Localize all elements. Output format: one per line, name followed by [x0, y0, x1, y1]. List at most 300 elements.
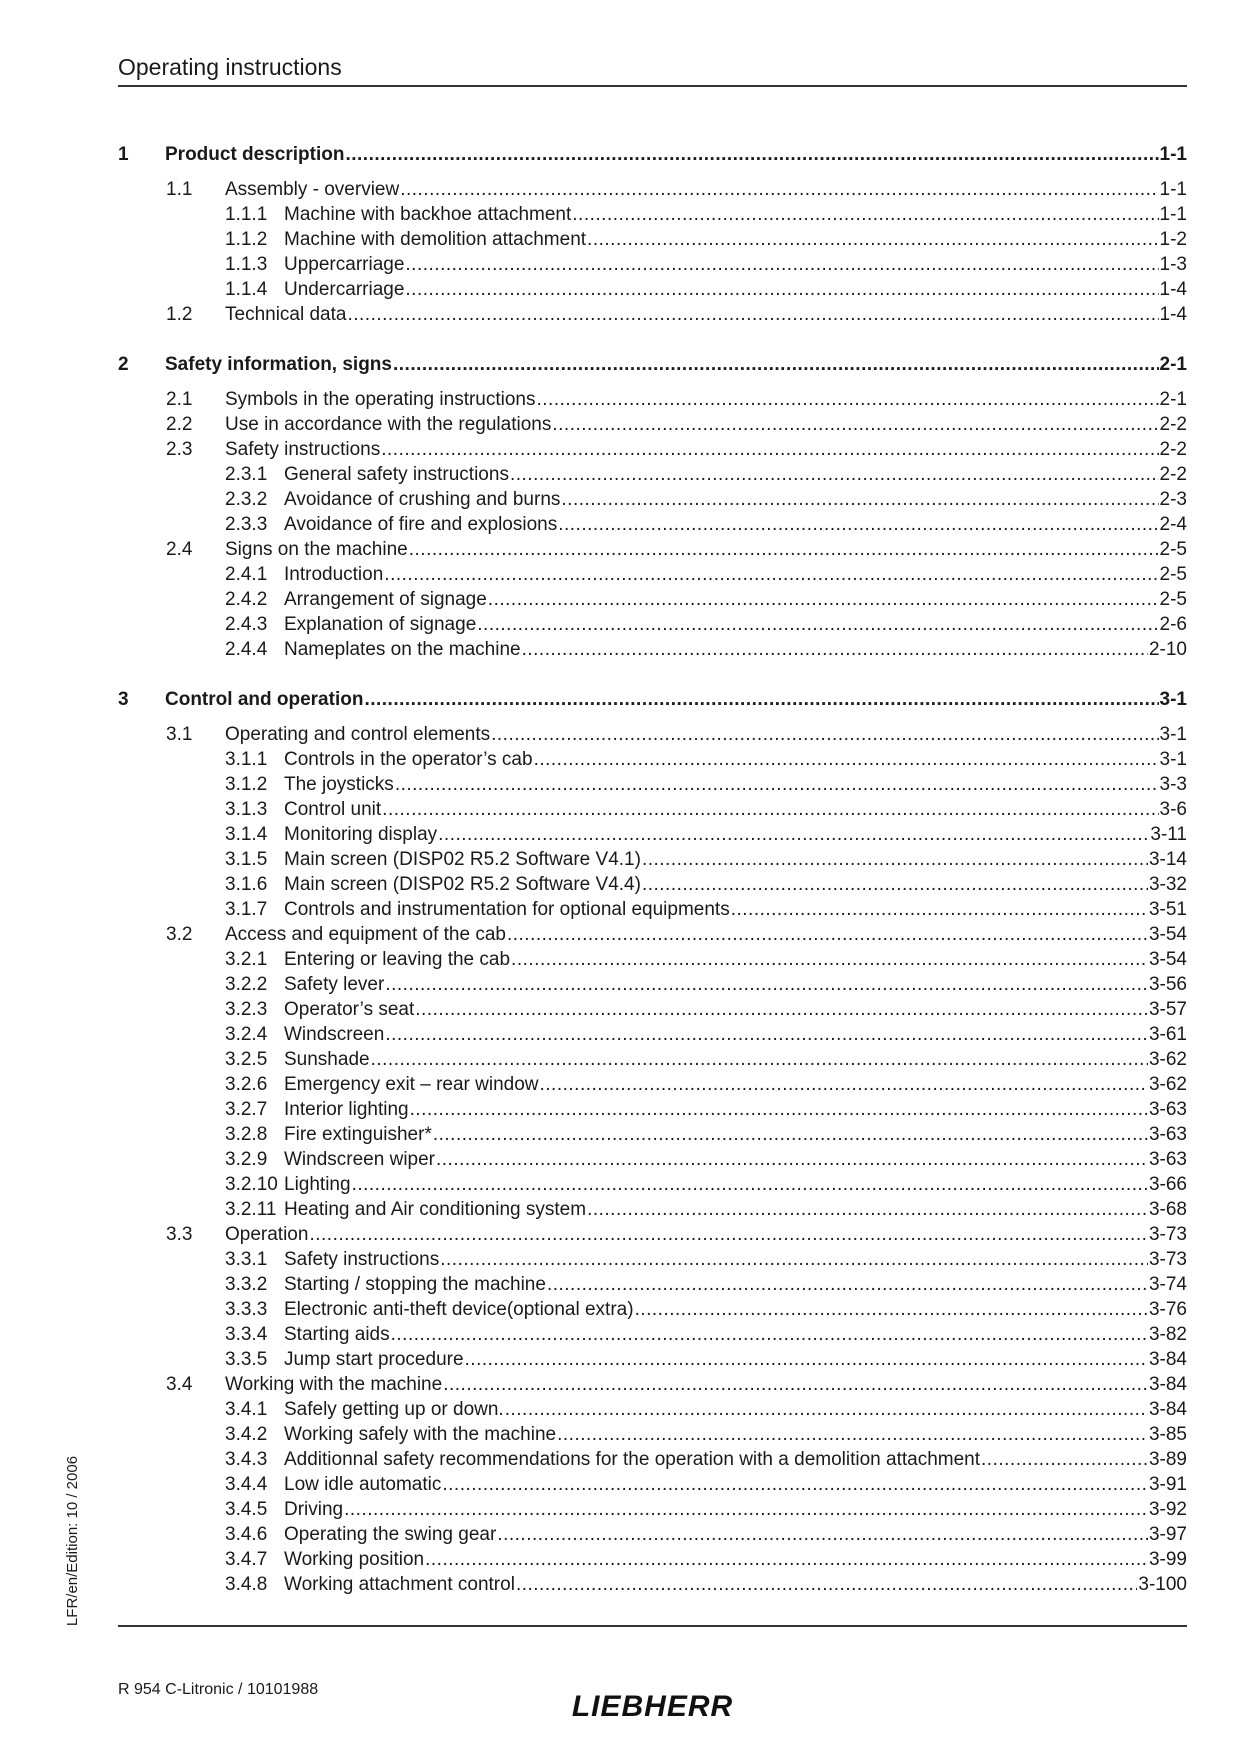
- toc-entry-line: [284, 1422, 1187, 1447]
- dot-leader: [440, 1247, 1148, 1272]
- toc-entry-page: 3-84: [1148, 1399, 1187, 1420]
- toc-entry-title: Safety lever: [284, 974, 385, 995]
- toc-entry-page: 3-82: [1148, 1324, 1187, 1345]
- toc-entry-page: 3-11: [1150, 824, 1187, 845]
- toc-entry-line: [284, 487, 1187, 512]
- toc-entry-title: Low idle automatic: [284, 1474, 442, 1495]
- edition-note: LFR/en/Edition: 10 / 2006: [64, 1455, 81, 1627]
- dot-leader: [981, 1447, 1148, 1472]
- toc-entry-title: Sunshade: [284, 1049, 370, 1070]
- toc-entry-line: [284, 897, 1187, 922]
- toc-entry-line: [284, 1572, 1187, 1597]
- dot-leader: [534, 747, 1159, 772]
- toc-entry-page: 2-5: [1159, 539, 1187, 560]
- toc-entry-level-3[interactable]: [118, 747, 1187, 772]
- toc-entry-level-3[interactable]: [118, 972, 1187, 997]
- dot-leader: [587, 227, 1158, 252]
- toc-entry-line: [165, 687, 1187, 712]
- document-reference: R 954 C-Litronic / 10101988: [118, 1681, 319, 1698]
- toc-entry-page: 2-5: [1159, 564, 1187, 585]
- dot-leader: [344, 1497, 1148, 1522]
- dot-leader: [540, 1072, 1148, 1097]
- toc-entry-number: 3.4.3: [225, 1449, 268, 1470]
- toc-entry-line: [284, 202, 1187, 227]
- toc-entry-title: Avoidance of fire and explosions: [284, 514, 558, 535]
- dot-leader: [505, 1397, 1148, 1422]
- toc-entry-number: 3.2.1: [225, 949, 268, 970]
- toc-entry-title: Nameplates on the machine: [284, 639, 521, 660]
- toc-entry-line: [284, 1147, 1187, 1172]
- toc-entry-title: Operation: [225, 1224, 309, 1245]
- toc-entry-title: The joysticks: [284, 774, 394, 795]
- toc-entry-title: Electronic anti-theft device(optional extra): [284, 1299, 634, 1320]
- toc-entry-number: 3.4.6: [225, 1524, 268, 1545]
- toc-entry-level-3[interactable]: [118, 1172, 1187, 1197]
- toc-entry-line: [284, 1197, 1187, 1222]
- toc-entry-number: 2.4.2: [225, 589, 268, 610]
- toc-entry-number: 1.2: [166, 304, 193, 325]
- toc-entry-level-3[interactable]: [118, 1472, 1187, 1497]
- toc-entry-page: 3-51: [1148, 899, 1187, 920]
- toc-entry-line: [225, 387, 1187, 412]
- toc-entry-page: 3-63: [1148, 1149, 1187, 1170]
- toc-entry-line: [165, 142, 1187, 167]
- toc-entry-number: 1: [118, 144, 129, 165]
- toc-entry-level-2[interactable]: [118, 387, 1187, 412]
- toc-entry-level-3[interactable]: [118, 1447, 1187, 1472]
- toc-entry-title: Control unit: [284, 799, 382, 820]
- toc-entry-page: 3-32: [1148, 874, 1187, 895]
- toc-entry-number: 3.4: [166, 1374, 193, 1395]
- toc-entry-page: 1-4: [1159, 304, 1187, 325]
- toc-entry-level-3[interactable]: [118, 1297, 1187, 1322]
- toc-entry-level-2[interactable]: [118, 412, 1187, 437]
- toc-entry-title: Access and equipment of the cab: [225, 924, 506, 945]
- toc-entry-level-3[interactable]: [118, 872, 1187, 897]
- toc-entry-line: [284, 772, 1187, 797]
- toc-entry-title: Safety information, signs: [165, 354, 392, 375]
- toc-entry-page: 3-97: [1148, 1524, 1187, 1545]
- toc-entry-level-3[interactable]: [118, 277, 1187, 302]
- toc-entry-line: [284, 1497, 1187, 1522]
- toc-entry-title: Controls in the operator’s cab: [284, 749, 533, 770]
- toc-entry-page: 3-84: [1148, 1374, 1187, 1395]
- toc-entry-level-3[interactable]: [118, 462, 1187, 487]
- dot-leader: [477, 612, 1158, 637]
- toc-entry-level-3[interactable]: [118, 1422, 1187, 1447]
- toc-entry-title: Explanation of signage: [284, 614, 477, 635]
- toc-entry-number: 2.3.3: [225, 514, 268, 535]
- toc-entry-title: General safety instructions: [284, 464, 509, 485]
- toc-entry-page: 3-100: [1138, 1574, 1187, 1595]
- toc-entry-title: Product description: [165, 144, 345, 165]
- dot-leader: [510, 462, 1159, 487]
- toc-entry-number: 3.4.2: [225, 1424, 268, 1445]
- toc-entry-level-3[interactable]: [118, 1322, 1187, 1347]
- dot-leader: [415, 997, 1148, 1022]
- toc-entry-level-3[interactable]: [118, 1547, 1187, 1572]
- toc-entry-line: [284, 252, 1187, 277]
- toc-entry-title: Jump start procedure: [284, 1349, 464, 1370]
- dot-leader: [547, 1272, 1148, 1297]
- dot-leader: [572, 202, 1158, 227]
- dot-leader: [364, 687, 1158, 712]
- toc-entry-number: 3.3: [166, 1224, 193, 1245]
- dot-leader: [384, 562, 1158, 587]
- toc-entry-number: 3.2.8: [225, 1124, 268, 1145]
- toc-entry-number: 2.4.4: [225, 639, 268, 660]
- toc-entry-number: 3.1.6: [225, 874, 268, 895]
- toc-entry-number: 2: [118, 354, 129, 375]
- toc-entry-page: 2-6: [1159, 614, 1187, 635]
- toc-entry-number: 3.2.4: [225, 1024, 268, 1045]
- toc-entry-level-3[interactable]: [118, 1522, 1187, 1547]
- toc-entry-level-3[interactable]: [118, 1097, 1187, 1122]
- dot-leader: [345, 142, 1158, 167]
- toc-entry-page: 3-57: [1148, 999, 1187, 1020]
- toc-entry-level-3[interactable]: [118, 612, 1187, 637]
- toc-entry-number: 3.4.8: [225, 1574, 268, 1595]
- toc-entry-line: [284, 1247, 1187, 1272]
- toc-entry-number: 1.1.4: [225, 279, 268, 300]
- toc-entry-number: 1.1.2: [225, 229, 268, 250]
- toc-entry-level-3[interactable]: [118, 897, 1187, 922]
- toc-entry-title: Main screen (DISP02 R5.2 Software V4.4): [284, 874, 641, 895]
- toc-entry-level-3[interactable]: [118, 1022, 1187, 1047]
- toc-entry-title: Monitoring display: [284, 824, 438, 845]
- toc-entry-level-3[interactable]: [118, 822, 1187, 847]
- toc-entry-level-3[interactable]: [118, 947, 1187, 972]
- toc-entry-level-2[interactable]: [118, 437, 1187, 462]
- toc-entry-level-3[interactable]: [118, 1572, 1187, 1597]
- toc-entry-number: 3.3.2: [225, 1274, 268, 1295]
- toc-entry-line: [284, 1272, 1187, 1297]
- toc-entry-level-3[interactable]: [118, 637, 1187, 662]
- toc-entry-title: Interior lighting: [284, 1099, 409, 1120]
- toc-entry-page: 2-1: [1159, 354, 1187, 375]
- toc-entry-level-2[interactable]: [118, 722, 1187, 747]
- toc-entry-title: Entering or leaving the cab: [284, 949, 511, 970]
- toc-entry-page: 1-1: [1159, 144, 1187, 165]
- toc-entry-title: Machine with backhoe attachment: [284, 204, 572, 225]
- toc-entry-page: 2-2: [1159, 464, 1187, 485]
- toc-entry-line: [284, 822, 1187, 847]
- toc-entry-line: [284, 947, 1187, 972]
- toc-entry-line: [284, 562, 1187, 587]
- toc-entry-number: 3.1.5: [225, 849, 268, 870]
- toc-entry-line: [284, 997, 1187, 1022]
- toc-entry-page: 1-2: [1159, 229, 1187, 250]
- toc-entry-title: Lighting: [284, 1174, 351, 1195]
- toc-entry-line: [284, 972, 1187, 997]
- toc-entry-number: 1.1.1: [225, 204, 268, 225]
- dot-leader: [552, 412, 1158, 437]
- toc-entry-page: 1-4: [1159, 279, 1187, 300]
- toc-entry-level-3[interactable]: [118, 587, 1187, 612]
- dot-leader: [465, 1347, 1148, 1372]
- toc-entry-number: 2.3: [166, 439, 193, 460]
- page-header-title: Operating instructions: [118, 54, 342, 80]
- toc-entry-title: Operating the swing gear: [284, 1524, 497, 1545]
- toc-entry-level-3[interactable]: [118, 1397, 1187, 1422]
- toc-entry-level-3[interactable]: [118, 1147, 1187, 1172]
- toc-entry-level-2[interactable]: [118, 922, 1187, 947]
- toc-entry-title: Starting / stopping the machine: [284, 1274, 546, 1295]
- toc-entry-page: 1-3: [1159, 254, 1187, 275]
- toc-entry-line: [284, 797, 1187, 822]
- toc-entry-line: [225, 1222, 1187, 1247]
- toc-entry-title: Additionnal safety recommendations for the operation with a demolition attachment: [284, 1449, 981, 1470]
- toc-entry-number: 3.1.4: [225, 824, 268, 845]
- toc-entry-number: 3.2: [166, 924, 193, 945]
- dot-leader: [488, 587, 1159, 612]
- toc-entry-title: Windscreen: [284, 1024, 385, 1045]
- toc-entry-number: 3.2.5: [225, 1049, 268, 1070]
- toc-entry-line: [284, 612, 1187, 637]
- toc-entry-page: 3-92: [1148, 1499, 1187, 1520]
- toc-entry-title: Working safely with the machine: [284, 1424, 557, 1445]
- toc-entry-number: 3.2.11: [225, 1199, 277, 1220]
- dot-leader: [442, 1472, 1148, 1497]
- toc-entry-title: Signs on the machine: [225, 539, 408, 560]
- toc-entry-title: Driving: [284, 1499, 344, 1520]
- toc-entry-page: 1-1: [1159, 179, 1187, 200]
- dot-leader: [561, 487, 1158, 512]
- toc-entry-number: 3.4.7: [225, 1549, 268, 1570]
- svg-text:LIEBHERR: LIEBHERR: [571, 1690, 734, 1722]
- toc-entry-page: 3-84: [1148, 1349, 1187, 1370]
- toc-entry-number: 3.1.3: [225, 799, 268, 820]
- toc-entry-title: Controls and instrumentation for optional equipments: [284, 899, 730, 920]
- dot-leader: [443, 1372, 1148, 1397]
- toc-entry-page: 3-14: [1148, 849, 1187, 870]
- toc-entry-line: [284, 1472, 1187, 1497]
- toc-entry-line: [284, 847, 1187, 872]
- toc-entry-number: 3.3.1: [225, 1249, 268, 1270]
- toc-entry-line: [284, 1022, 1187, 1047]
- toc-entry-level-3[interactable]: [118, 1122, 1187, 1147]
- toc-entry-level-3[interactable]: [118, 562, 1187, 587]
- toc-entry-number: 3.2.7: [225, 1099, 268, 1120]
- toc-entry-line: [225, 412, 1187, 437]
- toc-entry-line: [284, 227, 1187, 252]
- toc-entry-level-3[interactable]: [118, 1072, 1187, 1097]
- toc-entry-page: 3-1: [1159, 749, 1187, 770]
- toc-entry-page: 3-74: [1148, 1274, 1187, 1295]
- toc-entry-page: 3-63: [1148, 1124, 1187, 1145]
- toc-entry-line: [284, 277, 1187, 302]
- toc-entry-level-3[interactable]: [118, 487, 1187, 512]
- toc-entry-page: 3-73: [1148, 1249, 1187, 1270]
- toc-entry-page: 3-62: [1148, 1049, 1187, 1070]
- toc-entry-line: [284, 1322, 1187, 1347]
- dot-leader: [425, 1547, 1148, 1572]
- toc-entry-title: Arrangement of signage: [284, 589, 487, 610]
- toc-entry-level-2[interactable]: [118, 177, 1187, 202]
- toc-entry-level-3[interactable]: [118, 252, 1187, 277]
- toc-entry-page: 3-1: [1159, 689, 1187, 710]
- dot-leader: [436, 1147, 1148, 1172]
- toc-entry-number: 3.4.1: [225, 1399, 268, 1420]
- toc-entry-line: [284, 1172, 1187, 1197]
- toc-entry-number: 3.2.6: [225, 1074, 268, 1095]
- toc-entry-title: Starting aids: [284, 1324, 390, 1345]
- toc-entry-number: 3.1.7: [225, 899, 268, 920]
- toc-entry-level-3[interactable]: [118, 202, 1187, 227]
- toc-entry-line: [284, 1447, 1187, 1472]
- toc-entry-number: 1.1: [166, 179, 193, 200]
- toc-entry-number: 2.3.2: [225, 489, 268, 510]
- dot-leader: [433, 1122, 1148, 1147]
- toc-entry-line: [284, 1397, 1187, 1422]
- toc-entry-number: 2.4.3: [225, 614, 268, 635]
- dot-leader: [537, 387, 1159, 412]
- table-of-contents: [118, 142, 1187, 1597]
- toc-entry-line: [284, 1122, 1187, 1147]
- toc-entry-number: 3.1: [166, 724, 193, 745]
- dot-leader: [558, 512, 1158, 537]
- toc-entry-title: Operating and control elements: [225, 724, 491, 745]
- dot-leader: [391, 1322, 1148, 1347]
- dot-leader: [405, 252, 1158, 277]
- toc-entry-number: 3.4.5: [225, 1499, 268, 1520]
- toc-entry-page: 3-56: [1148, 974, 1187, 995]
- toc-entry-page: 3-68: [1148, 1199, 1187, 1220]
- dot-leader: [400, 177, 1158, 202]
- dot-leader: [557, 1422, 1148, 1447]
- toc-entry-level-3[interactable]: [118, 772, 1187, 797]
- toc-entry-number: 2.3.1: [225, 464, 268, 485]
- toc-entry-number: 3.4.4: [225, 1474, 268, 1495]
- toc-entry-number: 3.2.10: [225, 1174, 278, 1195]
- toc-entry-level-3[interactable]: [118, 997, 1187, 1022]
- toc-entry-title: Operator’s seat: [284, 999, 415, 1020]
- toc-entry-level-1[interactable]: [118, 687, 1187, 712]
- toc-entry-page: 3-76: [1148, 1299, 1187, 1320]
- dot-leader: [352, 1172, 1148, 1197]
- toc-entry-page: 3-85: [1148, 1424, 1187, 1445]
- toc-entry-title: Main screen (DISP02 R5.2 Software V4.1): [284, 849, 641, 870]
- toc-entry-line: [284, 1072, 1187, 1097]
- toc-entry-page: 3-89: [1148, 1449, 1187, 1470]
- toc-entry-page: 3-73: [1148, 1224, 1187, 1245]
- dot-leader: [382, 797, 1158, 822]
- toc-entry-number: 3.2.3: [225, 999, 268, 1020]
- toc-entry-level-2[interactable]: [118, 1372, 1187, 1397]
- dot-leader: [642, 872, 1148, 897]
- toc-entry-title: Fire extinguisher*: [284, 1124, 432, 1145]
- toc-entry-level-1[interactable]: [118, 142, 1187, 167]
- toc-entry-level-3[interactable]: [118, 1347, 1187, 1372]
- dot-leader: [642, 847, 1148, 872]
- dot-leader: [516, 1572, 1137, 1597]
- toc-entry-number: 3: [118, 689, 129, 710]
- toc-entry-page: 2-5: [1159, 589, 1187, 610]
- toc-entry-number: 3.1.1: [225, 749, 268, 770]
- toc-entry-level-1[interactable]: [118, 352, 1187, 377]
- toc-entry-number: 2.1: [166, 389, 193, 410]
- toc-entry-page: 3-54: [1148, 924, 1187, 945]
- toc-entry-page: 3-61: [1148, 1024, 1187, 1045]
- toc-entry-number: 1.1.3: [225, 254, 268, 275]
- toc-entry-line: [225, 302, 1187, 327]
- dot-leader: [405, 277, 1158, 302]
- dot-leader: [497, 1522, 1148, 1547]
- toc-entry-line: [225, 922, 1187, 947]
- toc-entry-page: 3-54: [1148, 949, 1187, 970]
- toc-entry-line: [225, 537, 1187, 562]
- toc-entry-number: 3.2.2: [225, 974, 268, 995]
- toc-entry-level-3[interactable]: [118, 1272, 1187, 1297]
- liebherr-logo: [555, 1690, 750, 1722]
- toc-entry-line: [225, 1372, 1187, 1397]
- dot-leader: [393, 352, 1159, 377]
- toc-entry-title: Assembly - overview: [225, 179, 400, 200]
- toc-entry-line: [284, 1347, 1187, 1372]
- toc-entry-level-2[interactable]: [118, 302, 1187, 327]
- toc-entry-level-3[interactable]: [118, 797, 1187, 822]
- toc-entry-number: 3.2.9: [225, 1149, 268, 1170]
- toc-entry-level-3[interactable]: [118, 227, 1187, 252]
- toc-entry-number: 3.1.2: [225, 774, 268, 795]
- toc-entry-page: 3-66: [1148, 1174, 1187, 1195]
- toc-entry-level-2[interactable]: [118, 537, 1187, 562]
- toc-entry-title: Avoidance of crushing and burns: [284, 489, 561, 510]
- toc-entry-number: 2.2: [166, 414, 193, 435]
- toc-entry-level-3[interactable]: [118, 512, 1187, 537]
- dot-leader: [385, 972, 1148, 997]
- toc-entry-title: Use in accordance with the regulations: [225, 414, 552, 435]
- toc-entry-page: 2-4: [1159, 514, 1187, 535]
- toc-entry-page: 3-99: [1148, 1549, 1187, 1570]
- dot-leader: [381, 437, 1158, 462]
- toc-entry-line: [284, 1297, 1187, 1322]
- dot-leader: [410, 1097, 1148, 1122]
- toc-entry-title: Safety instructions: [225, 439, 381, 460]
- toc-entry-line: [284, 747, 1187, 772]
- dot-leader: [438, 822, 1149, 847]
- toc-entry-line: [225, 437, 1187, 462]
- toc-entry-number: 3.3.4: [225, 1324, 268, 1345]
- toc-entry-level-3[interactable]: [118, 1047, 1187, 1072]
- dot-leader: [385, 1022, 1148, 1047]
- toc-entry-page: 3-91: [1148, 1474, 1187, 1495]
- toc-entry-page: 2-10: [1148, 639, 1187, 660]
- dot-leader: [409, 537, 1159, 562]
- dot-leader: [309, 1222, 1148, 1247]
- toc-entry-title: Symbols in the operating instructions: [225, 389, 536, 410]
- toc-entry-line: [225, 722, 1187, 747]
- toc-entry-line: [284, 872, 1187, 897]
- toc-entry-level-2[interactable]: [118, 1222, 1187, 1247]
- dot-leader: [731, 897, 1148, 922]
- toc-entry-line: [165, 352, 1187, 377]
- toc-entry-level-3[interactable]: [118, 847, 1187, 872]
- toc-entry-level-3[interactable]: [118, 1497, 1187, 1522]
- toc-entry-page: 1-1: [1159, 204, 1187, 225]
- toc-entry-line: [284, 1547, 1187, 1572]
- dot-leader: [395, 772, 1159, 797]
- toc-entry-number: 3.3.5: [225, 1349, 268, 1370]
- toc-entry-title: Working attachment control: [284, 1574, 515, 1595]
- toc-entry-level-3[interactable]: [118, 1197, 1187, 1222]
- dot-leader: [347, 302, 1158, 327]
- dot-leader: [587, 1197, 1148, 1222]
- toc-entry-level-3[interactable]: [118, 1247, 1187, 1272]
- toc-entry-line: [284, 1097, 1187, 1122]
- toc-entry-line: [284, 1047, 1187, 1072]
- toc-entry-page: 2-1: [1159, 389, 1187, 410]
